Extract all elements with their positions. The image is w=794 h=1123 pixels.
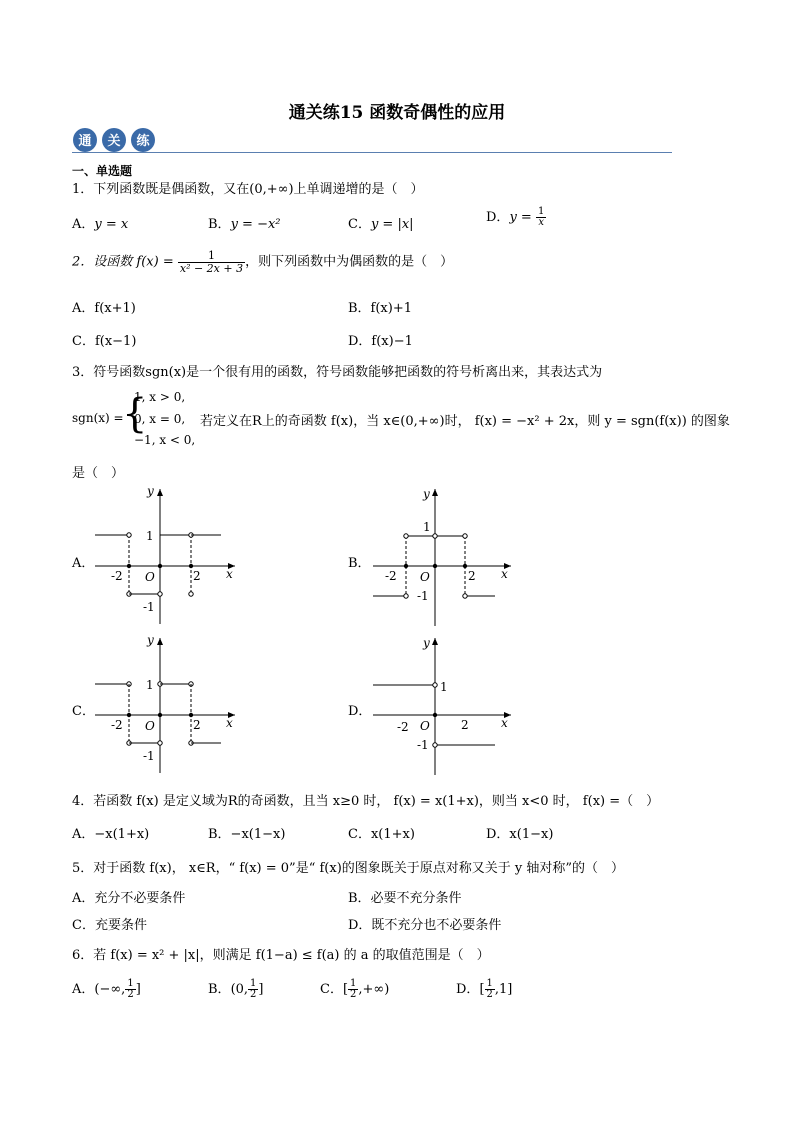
tick-neg1-label: -1	[143, 749, 155, 763]
tick-1-label: 1	[440, 680, 448, 694]
tick-1-label: 1	[146, 529, 154, 543]
q6-option-c: C．[ $\frac{1}{2}$ ,+∞)	[320, 977, 390, 1000]
tick-2-label: 2	[193, 718, 201, 732]
q4-option-d: D．x(1−x)	[486, 827, 554, 842]
q1-option-c: C．y = |x|	[348, 217, 414, 232]
logo-char-3: 练	[136, 134, 150, 149]
axis-x-label: x	[226, 567, 233, 581]
q6-option-b: B．(0, $\frac{1}{2}$ ]	[208, 977, 264, 1000]
tick-1-label: 1	[423, 520, 431, 534]
graph-c	[95, 633, 245, 778]
origin-label: O	[145, 570, 155, 584]
tick-neg2-label: -2	[385, 569, 397, 583]
tick-neg2-label: -2	[111, 718, 123, 732]
tick-neg1-label: -1	[417, 738, 429, 752]
q1-option-a: A．y = x	[72, 217, 129, 232]
q1-option-d: D．y = $\frac{1}{x}$	[486, 205, 545, 228]
tick-2-label: 2	[461, 718, 469, 732]
q5-option-c: C．充要条件	[72, 918, 147, 933]
q3-condition: 若定义在R上的奇函数 f(x)，当 x∈(0,+∞)时， f(x) = −x² + 2x，则 y = sgn(f(x)) 的图象	[200, 414, 730, 429]
tick-neg1-label: -1	[417, 589, 429, 603]
q5-option-b: B．必要不充分条件	[348, 891, 462, 906]
sgn-case-1: 1, x > 0,	[134, 390, 186, 404]
axis-y-label: y	[147, 484, 154, 498]
q2-option-a: A．f(x+1)	[72, 301, 136, 316]
q3-stem: 3．符号函数sgn(x)是一个很有用的函数，符号函数能够把函数的符号析离出来，其表达式为	[72, 365, 603, 380]
q2-option-d: D．f(x)−1	[348, 334, 413, 349]
q5-stem: 5．对于函数 f(x)， x∈R，“ f(x) = 0”是“ f(x)的图象既关于原点对称又关于 y 轴对称”的（ ）	[72, 861, 625, 876]
q5-option-d: D．既不充分也不必要条件	[348, 918, 502, 933]
axis-y-label: y	[147, 633, 154, 647]
q2-option-b: B．f(x)+1	[348, 301, 413, 316]
tick-1-label: 1	[146, 678, 154, 692]
q6-option-d: D．[ $\frac{1}{2}$ ,1]	[456, 977, 513, 1000]
q4-stem: 4．若函数 f(x) 是定义域为R的奇函数，且当 x≥0 时， f(x) = x(1+x)，则当 x<0 时， f(x) =（ ）	[72, 794, 660, 809]
tick-2-label: 2	[468, 569, 476, 583]
graph-b-label: B．	[348, 556, 371, 571]
logo-char-1: 通	[78, 134, 92, 149]
q2-stem: 2．设函数 f(x) = $\frac{1}{\text{x² − 2x + 3}}$ ，则下列函数中为偶函数的是（ ）	[72, 249, 454, 275]
tick-neg2-label: -2	[397, 720, 409, 734]
graph-b	[373, 484, 523, 629]
q6-option-a: A．(−∞, $\frac{1}{2}$ ]	[72, 977, 141, 1000]
tick-neg1-label: -1	[143, 600, 155, 614]
graph-a-label: A．	[72, 556, 95, 571]
tick-2-label: 2	[193, 569, 201, 583]
q4-option-b: B．−x(1−x)	[208, 827, 286, 842]
q1-option-b: B．y = −x²	[208, 217, 281, 232]
q4-option-c: C．x(1+x)	[348, 827, 415, 842]
origin-label: O	[420, 719, 430, 733]
graph-a	[95, 484, 245, 629]
graph-c-label: C．	[72, 704, 95, 719]
q4-option-a: A．−x(1+x)	[72, 827, 150, 842]
q6-stem: 6．若 f(x) = x² + |x|，则满足 f(1−a) ≤ f(a) 的 a 的取值范围是（ ）	[72, 948, 490, 963]
axis-y-label: y	[423, 487, 430, 501]
brace-icon: {	[122, 391, 148, 437]
sgn-case-2: 0, x = 0,	[134, 412, 186, 426]
origin-label: O	[145, 719, 155, 733]
axis-x-label: x	[226, 716, 233, 730]
axis-x-label: x	[501, 567, 508, 581]
q3-end: 是（ ）	[72, 466, 125, 481]
sgn-case-3: −1, x < 0,	[134, 433, 196, 447]
page-title: 通关练15 函数奇偶性的应用	[288, 103, 506, 123]
axis-y-label: y	[423, 636, 430, 650]
graph-d-label: D．	[348, 704, 372, 719]
logo-char-2: 关	[107, 134, 121, 149]
origin-label: O	[420, 570, 430, 584]
sgn-label: sgn(x) =	[72, 411, 124, 425]
q2-option-c: C．f(x−1)	[72, 334, 137, 349]
axis-x-label: x	[501, 716, 508, 730]
q5-option-a: A．充分不必要条件	[72, 891, 186, 906]
tick-neg2-label: -2	[111, 569, 123, 583]
header-divider	[72, 152, 672, 153]
graph-d	[373, 633, 523, 778]
q1-stem: 1．下列函数既是偶函数，又在(0,+∞)上单调递增的是（ ）	[72, 182, 424, 197]
section-heading: 一、单选题	[72, 164, 133, 178]
